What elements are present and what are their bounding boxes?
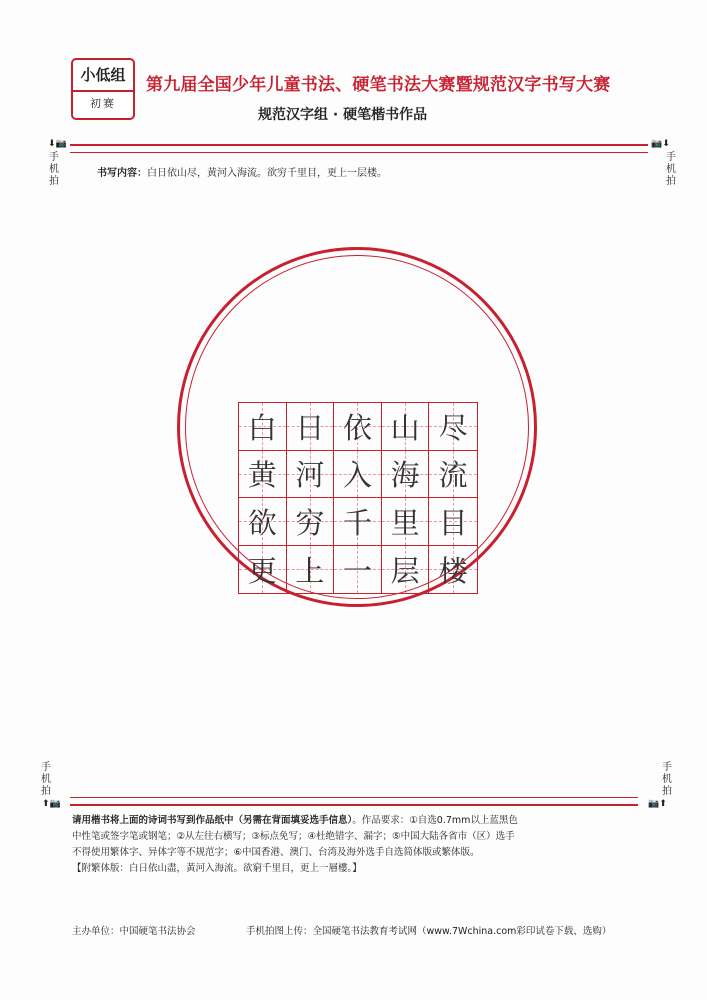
grid-cell — [334, 546, 382, 594]
requirements-line-3: 不得使用繁体字、异体字等不规范字；⑥中国香港、澳门、台湾及海外选手自选简体版或繁体版。 — [72, 847, 480, 858]
bottom-right-camera-icon: 📷⬆ — [648, 799, 667, 809]
requirements-rest: 。作品要求：①自选0.7mm以上蓝黑色 — [352, 815, 518, 826]
grid-character: 山 — [390, 410, 420, 445]
top-left-camera-icon: ⬇📷 — [48, 139, 67, 149]
top-right-phone-label: 手机拍 — [666, 152, 676, 187]
grid-character: 千 — [342, 505, 372, 540]
grid-character: 层 — [390, 553, 420, 588]
grid-cell — [239, 498, 287, 546]
grid-cell — [382, 546, 430, 594]
grid-cell — [429, 451, 477, 499]
grid-cell — [334, 451, 382, 499]
grid-cell — [287, 403, 335, 451]
writing-content-label: 书写内容： — [97, 168, 147, 179]
grid-character: 上 — [295, 553, 325, 588]
upload-info-text: 手机拍图上传：全国硬笔书法教育考试网（www.7Wchina.com彩印试卷下载、选购） — [246, 926, 612, 937]
grid-cell — [429, 403, 477, 451]
badge-group-label: 小低组 — [73, 60, 133, 92]
grid-character: 河 — [295, 458, 325, 493]
grid-cell — [287, 451, 335, 499]
grid-cell — [382, 498, 430, 546]
grid-character: 目 — [438, 505, 468, 540]
grid-cell — [287, 546, 335, 594]
grid-character: 入 — [342, 458, 372, 493]
top-right-camera-icon: 📷⬇ — [651, 139, 670, 149]
grid-cell — [334, 403, 382, 451]
bottom-divider — [70, 804, 638, 806]
group-badge — [71, 58, 135, 120]
requirements-block — [72, 813, 637, 877]
competition-subtitle: 规范汉字组 · 硬笔楷书作品 — [258, 107, 428, 123]
grid-cell — [239, 403, 287, 451]
grid-character: 穷 — [295, 505, 325, 540]
grid-character: 流 — [438, 458, 468, 493]
bottom-left-camera-icon: ⬆📷 — [42, 799, 61, 809]
grid-character: 更 — [247, 553, 277, 588]
grid-cell — [239, 451, 287, 499]
requirements-line-2: 中性笔或签字笔或钢笔；②从左往右横写；③标点免写；④杜绝错字、漏字；⑤中国大陆各省市（区）选手 — [72, 831, 515, 842]
writing-content-text: 白日依山尽，黄河入海流。欲穷千里目，更上一层楼。 — [147, 168, 387, 179]
grid-cell — [334, 498, 382, 546]
character-grid — [238, 402, 478, 594]
badge-stage-label: 初赛 — [90, 97, 116, 110]
grid-cell — [382, 451, 430, 499]
bottom-right-phone-label: 手机拍 — [662, 762, 672, 797]
grid-cell — [287, 498, 335, 546]
grid-character: 依 — [342, 410, 372, 445]
competition-title: 第九届全国少年儿童书法、硬笔书法大赛暨规范汉字书写大赛 — [146, 75, 611, 95]
grid-character: 日 — [295, 410, 325, 445]
grid-character: 楼 — [438, 553, 468, 588]
grid-cell — [429, 498, 477, 546]
grid-character: 尽 — [438, 410, 468, 445]
requirements-lead: 请用楷书将上面的诗词书写到作品纸中（另需在背面填妥选手信息） — [72, 815, 353, 826]
grid-cell — [239, 546, 287, 594]
grid-character: 白 — [247, 410, 277, 445]
requirements-line-1 — [72, 813, 637, 829]
grid-character: 一 — [342, 553, 372, 588]
grid-character: 欲 — [247, 505, 277, 540]
traditional-version-note: 【附繁体版：白日依山盡，黃河入海流。欲窮千里目，更上一層樓。】 — [72, 863, 362, 874]
writing-content — [97, 164, 387, 179]
grid-character: 里 — [390, 505, 420, 540]
grid-character: 海 — [390, 458, 420, 493]
grid-cell — [382, 403, 430, 451]
bottom-divider-thin — [70, 797, 638, 798]
grid-cell — [429, 546, 477, 594]
top-left-phone-label: 手机拍 — [49, 152, 59, 187]
organizer-text: 主办单位：中国硬笔书法协会 — [72, 926, 196, 937]
grid-character: 黄 — [247, 458, 277, 493]
bottom-left-phone-label: 手机拍 — [41, 762, 51, 797]
top-divider-thin — [70, 152, 648, 153]
top-divider — [70, 144, 648, 146]
